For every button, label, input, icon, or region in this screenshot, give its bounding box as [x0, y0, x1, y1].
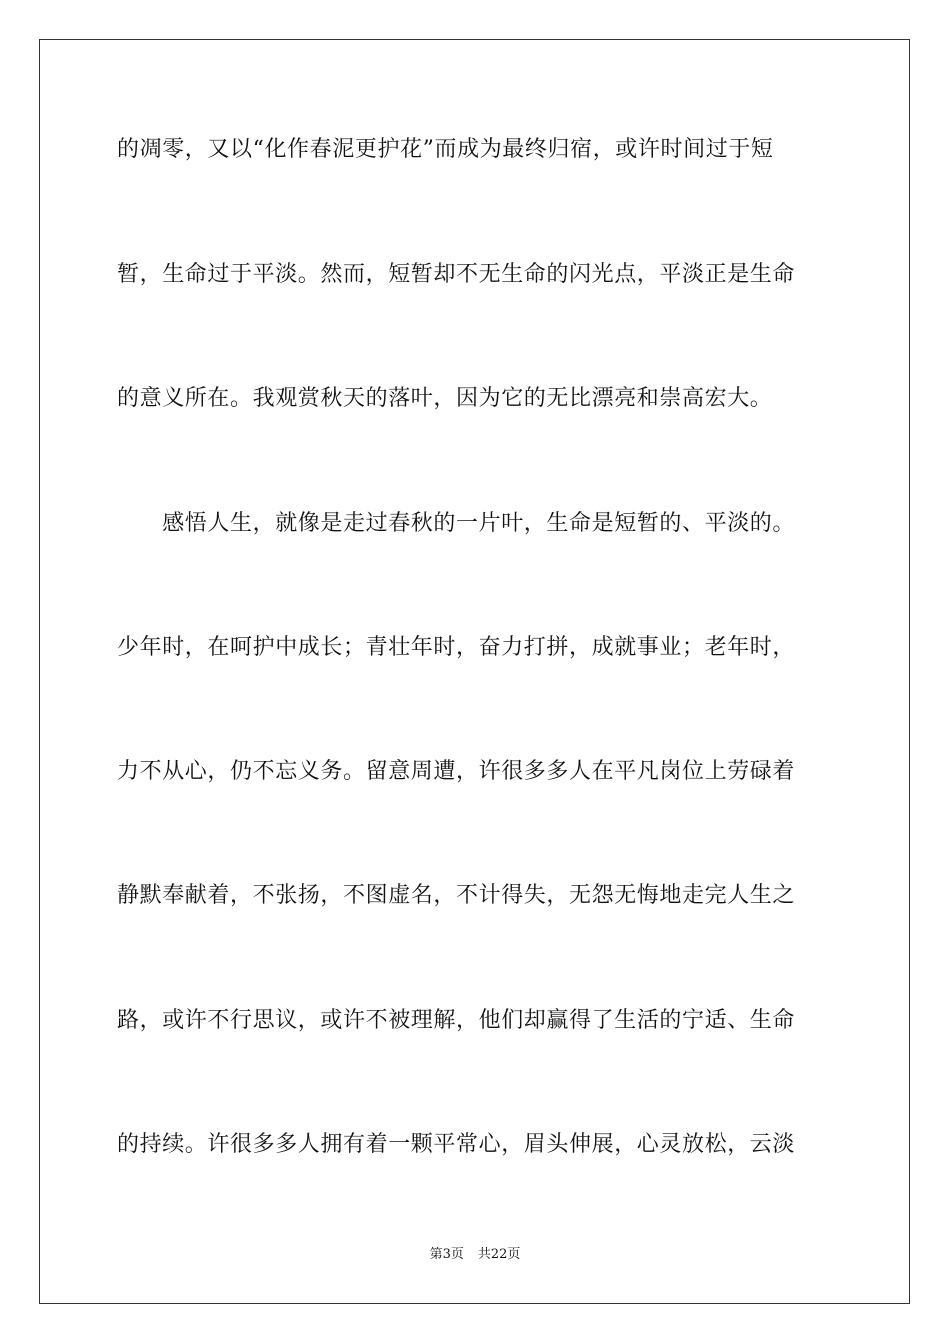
- body-text-line: 的持续。许很多多人拥有着一颗平常心，眉头伸展，心灵放松，云淡: [117, 1132, 796, 1157]
- paragraph-start-line: 感悟人生，就像是走过春秋的一片叶，生命是短暂的、平淡的。: [117, 511, 796, 536]
- page-border: [39, 39, 910, 1304]
- page-total: 共22页: [477, 1247, 521, 1262]
- body-text-line: 静默奉献着，不张扬，不图虚名，不计得失，无怨无悔地走完人生之: [117, 883, 796, 908]
- body-text-line: 的意义所在。我观赏秋天的落叶，因为它的无比漂亮和崇高宏大。: [117, 386, 773, 411]
- body-text-line: 少年时，在呵护中成长；青壮年时，奋力打拼，成就事业；老年时，: [117, 635, 796, 660]
- body-text-line: 暂，生命过于平淡。然而，短暂却不无生命的闪光点，平淡正是生命: [117, 262, 796, 287]
- body-text-line: 路，或许不行思议，或许不被理解，他们却赢得了生活的宁适、生命: [117, 1008, 796, 1033]
- page-footer: [0, 1246, 950, 1264]
- body-text-line: 的凋零，又以“化作春泥更护花”而成为最终归宿，或许时间过于短: [117, 137, 774, 162]
- page-number: 第3页: [429, 1247, 464, 1262]
- body-text-line: 力不从心，仍不忘义务。留意周遭，许很多多人在平凡岗位上劳碌着: [117, 759, 796, 784]
